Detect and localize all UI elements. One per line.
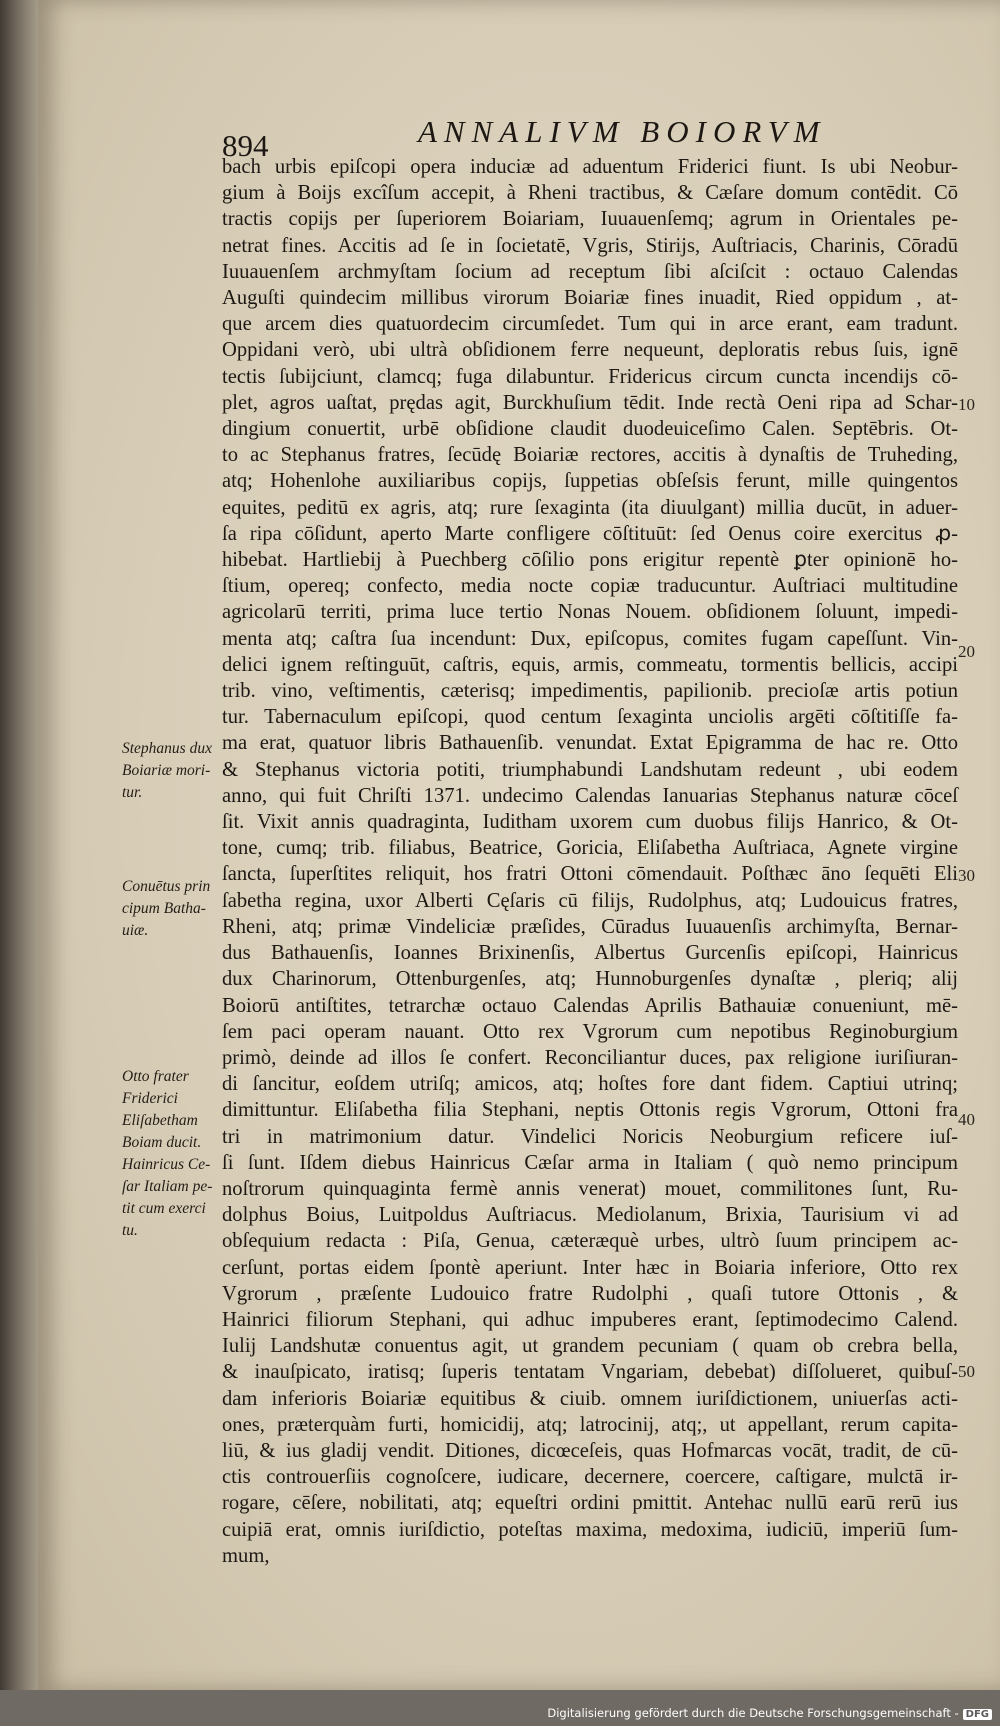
text-line: ma erat, quatuor libris Bathauenſib. venundat. Extat Epigramma de hac re. Otto [222, 732, 958, 755]
text-line: equites, peditū ex agris, atq; rure ſexaginta (ita diuulgant) millia ducūt, in aduer- [222, 496, 958, 519]
text-line: dimittuntur. Eliſabetha filia Stephani, neptis Ottonis regis Vgrorum, Ottoni fra [222, 1099, 958, 1122]
dfg-logo: DFG [963, 1709, 992, 1720]
text-line: ſi ſunt. Iſdem diebus Hainricus Cæſar arma in Italiam ( quò nemo principum [222, 1151, 958, 1174]
text-line: mum, [222, 1544, 270, 1567]
text-line: & Stephanus victoria potiti, triumphabundi Landshutam redeunt , ubi eodem [222, 758, 958, 781]
marginal-line: tit cum exerci [122, 1200, 206, 1217]
marginal-note-conventus [122, 876, 222, 942]
text-line: & inauſpicato, iratisq; ſuperis tentatam Vngariam, debebat) diſſolueret, quibuſ- [222, 1361, 958, 1384]
text-line: tone, cumq; trib. filiabus, Beatrice, Goricia, Eliſabetha Auſtriaca, Agnete virgine [222, 837, 958, 860]
footer-credit-text: Digitalisierung gefördert durch die Deutsche Forschungsgemeinschaft - [547, 1706, 959, 1720]
text-line: delici ignem reſtinguūt, caſtris, equis, armis, commeatu, tormentis bellicis, accipi [222, 653, 958, 676]
text-line: cerſunt, portas eidem ſpontè aperiunt. Inter hæc in Boiaria inferiore, Otto rex [222, 1256, 958, 1279]
text-line: rogare, cēſere, nobilitati, atq; equeſtri ordini pmittit. Antehac nullū earū rerū ius [222, 1492, 958, 1515]
marginal-line: Boiam ducit. [122, 1134, 202, 1151]
text-line: anno, qui fuit Chriſti 1371. undecimo Calendas Ianuarias Stephanus naturæ cōceſ [222, 784, 958, 807]
line-number: 40 [958, 1110, 975, 1129]
text-line: Oppidani verò, ubi ultrà obſidionem ferre nequeunt, deploratis rebus ſuis, ignē [222, 339, 958, 362]
text-line: Iuuauenſem archmyſtam ſocium ad receptum ſibi aſciſcit : octauo Calendas [222, 260, 958, 283]
line-number: 10 [958, 395, 975, 414]
marginal-line: Conuētus prin [122, 878, 211, 895]
running-head: ANNALIVM BOIORVM [418, 114, 827, 149]
text-line: netrat fines. Accitis ad ſe in ſocietatē, Vgris, Stirijs, Auſtriacis, Charinis, Cōradū [222, 234, 958, 257]
text-line: tractis copijs per ſuperiorem Boiariam, Iuuauenſemq; agrum in Orientales pe- [222, 208, 958, 231]
line-number: 30 [958, 866, 975, 885]
text-line: Rheni, atq; primæ Vindeliciæ præſides, Cūradus Iuuauenſis archimyſta, Bernar- [222, 915, 958, 938]
marginal-line: Eliſabetham [122, 1112, 198, 1129]
line-number: 50 [958, 1362, 975, 1381]
text-line: ſancta, ſuperſtites reliquit, hos fratri Ottoni cōmendauit. Poſthæc āno ſequēti Eli [222, 863, 958, 886]
text-line: atq; Hohenlohe auxiliaribus copijs, ſuppetias obſeſsis ferunt, mille quingentos [222, 470, 958, 493]
marginal-line: uiæ. [122, 922, 149, 939]
text-line: to ac Stephanus fratres, ſecūdę Boiariæ rectores, accitis à dynaſtis de Truheding, [222, 444, 958, 467]
marginal-line: tur. [122, 784, 143, 801]
text-line: cuipiā erat, omnis iuriſdictio, poteſtas maxima, medoxima, iudiciū, imperiū ſum- [222, 1518, 958, 1541]
text-line: Auguſti quindecim millibus virorum Boiariæ fines inuadit, Ried oppidum , at- [222, 287, 958, 310]
text-line: menta atq; caſtra ſua incendunt: Dux, epiſcopus, comites fugam capeſſunt. Vin- [222, 627, 958, 650]
text-line: liū, & ius gladij vendit. Ditiones, dicœceſeis, quas Hofmarcas vocāt, tradit, de cū- [222, 1439, 958, 1462]
marginal-line: Otto frater [122, 1068, 189, 1085]
marginal-line: tu. [122, 1222, 138, 1239]
text-line: Vgrorum , præſente Ludouico fratre Rudolphi , quaſi tutore Ottonis , & [222, 1282, 958, 1305]
text-line: noſtrorum quinquaginta fermè annis venerat) mouet, commilitones ſunt, Ru- [222, 1177, 958, 1200]
text-line: dingium conuertit, urbē obſidione claudit duodeuiceſimo Calen. Septēbris. Ot- [222, 418, 958, 441]
text-line: plet, agros uaſtat, prędas agit, Burckhuſium tēdit. Inde rectà Oeni ripa ad Schar- [222, 391, 958, 414]
line-number: 20 [958, 642, 975, 661]
text-line: Boiorū antiſtites, tetrarchæ octauo Calendas Aprilis Bathauiæ conueniunt, mē- [222, 994, 958, 1017]
text-line: agricolarū territi, prima luce tertio Nonas Nouem. obſidionem ſoluunt, impedi- [222, 601, 958, 624]
text-line: tectis ſubijciunt, clamcq; fuga dilabuntur. Fridericus circum cuncta incendijs cō- [222, 365, 958, 388]
text-line: dux Charinorum, Ottenburgenſes, atq; Hunnoburgenſes dynaſtæ , pleriq; alij [222, 968, 958, 991]
text-line: di ſancitur, eoſdem utriſq; amicos, atq; hoſtes fore dant fidem. Captiui utrinq; [222, 1073, 958, 1096]
text-line: Hainrici filiorum Stephani, qui adhuc impuberes erant, ſeptimodecimo Calend. [222, 1308, 958, 1331]
text-line: dam inferioris Boiariæ equitibus & ciuib. omnem iuriſdictionem, uniuerſas acti- [222, 1387, 958, 1410]
marginal-line: Friderici [122, 1090, 178, 1107]
text-line: ctis controuerſiis cognoſcere, iudicare, decernere, coercere, caſtigare, mulctā ir- [222, 1466, 958, 1489]
text-line: ſem paci operam nauant. Otto rex Vgrorum cum nepotibus Reginoburgium [222, 1020, 958, 1043]
marginal-line: cipum Batha- [122, 900, 206, 917]
text-line: ſabetha regina, uxor Alberti Cęſaris cū filijs, Rudolphus, atq; Ludouicus fratres, [222, 889, 958, 912]
text-line: ſit. Vixit annis quadraginta, Iuditham uxorem cum duobus filijs Hanrico, & Ot- [222, 811, 958, 834]
marginal-line: Hainricus Ce- [122, 1156, 211, 1173]
marginal-note-otto [122, 1066, 222, 1242]
footer-credit [547, 1706, 992, 1720]
text-line: dus Bathauenſis, Ioannes Brixinenſis, Albertus Gurcenſis epiſcopi, Hainricus [222, 942, 958, 965]
text-line: gium à Boijs excîſum accepit, à Rheni tractibus, & Cæſare domum contēdit. Cō [222, 182, 958, 205]
book-gutter [0, 0, 38, 1726]
marginal-line: Boiariæ mori- [122, 762, 211, 779]
text-line: hibebat. Hartliebij à Puechberg cōſilio pons erigitur repentè ꝑter opinionē ho- [222, 549, 958, 572]
text-line: tri in matrimonium datur. Vindelici Noricis Neoburgium reficere iuſ- [222, 1125, 958, 1148]
text-line: que arcem dies quatuordecim circumſedet. Tum qui in arce erant, eam tradunt. [222, 313, 958, 336]
text-line: ſtium, opereq; confecto, media nocte copiæ traducuntur. Auſtriaci multitudine [222, 575, 958, 598]
marginal-line: Stephanus dux [122, 740, 212, 757]
marginal-note-stephanus [122, 738, 222, 804]
text-line: primò, deinde ad illos ſe confert. Reconciliantur duces, pax religione iuriſiuran- [222, 1046, 958, 1069]
text-line: Iulij Landshutæ conuentus agit, ut grandem pecuniam ( quam ob crebra bella, [222, 1335, 958, 1358]
text-line: dolphus Boius, Luitpoldus Auſtriacus. Mediolanum, Brixia, Taurisium vi ad [222, 1204, 958, 1227]
body-text [222, 154, 958, 1569]
marginal-line: ſar Italiam pe- [122, 1178, 213, 1195]
text-line: ſa ripa cōſidunt, aperto Marte confligere cōſtituūt: ſed Oenus coire exercitus ꝓ- [222, 522, 958, 545]
text-line: ones, præterquàm furti, homicidij, atq; latrocinij, atq;, ut appellant, rerum capita- [222, 1413, 958, 1436]
text-line: tur. Tabernaculum epiſcopi, quod centum ſexaginta unciolis argēti cōſtitiſſe fa- [222, 706, 958, 729]
text-line: bach urbis epiſcopi opera induciæ ad aduentum Friderici fiunt. Is ubi Neobur- [222, 156, 958, 178]
text-line: trib. vino, veſtimentis, cæterisq; impedimentis, papilionib. precioſæ artis potiun [222, 680, 958, 703]
text-line: obſequium redacta : Piſa, Genua, cæteræquè urbes, ultrò ſuum principem ac- [222, 1230, 958, 1253]
page-number: 894 [222, 128, 269, 163]
